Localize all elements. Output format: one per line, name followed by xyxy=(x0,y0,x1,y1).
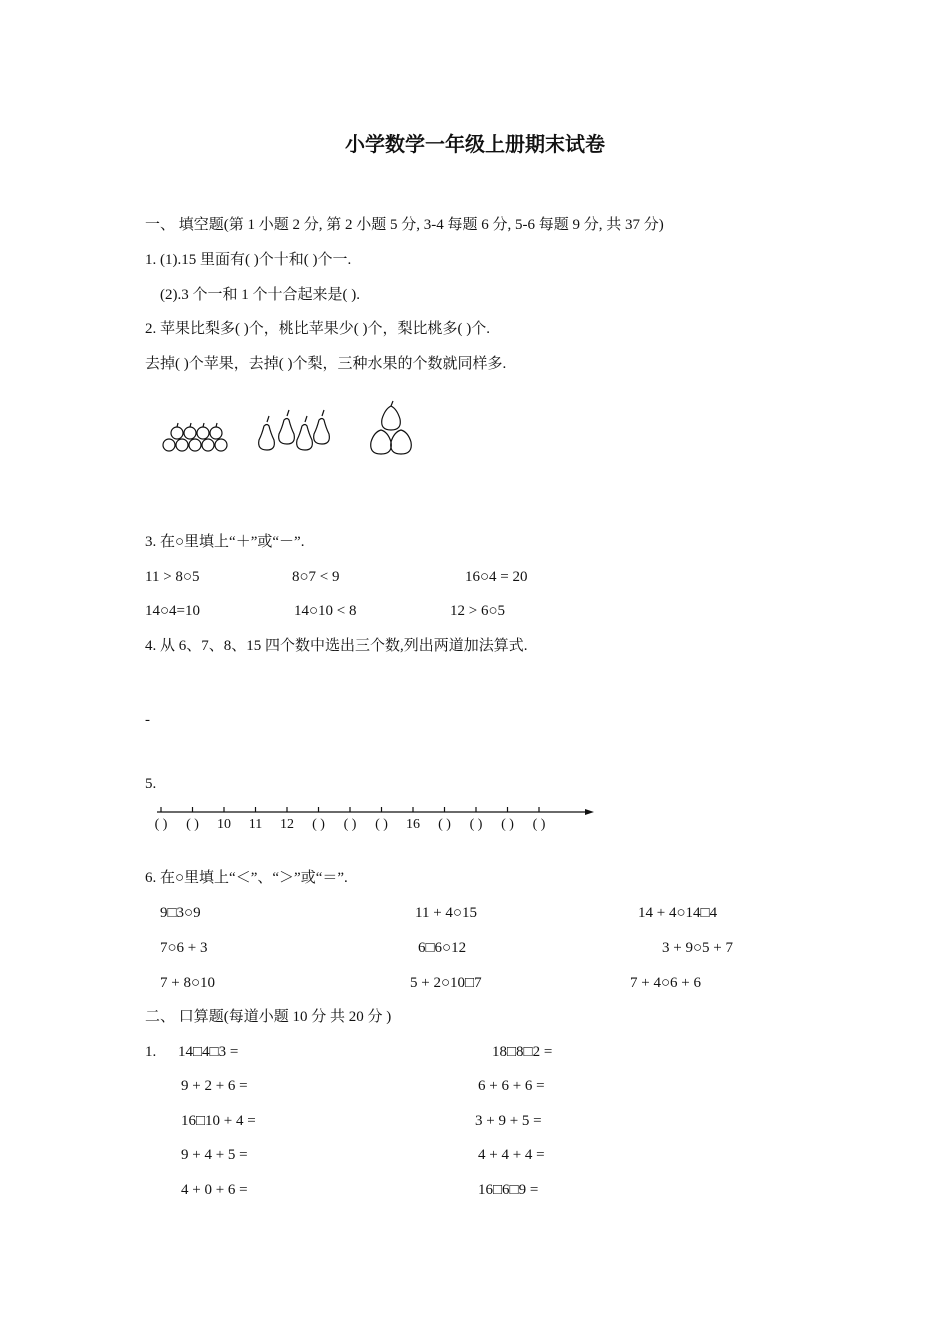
q4-answer-mark: - xyxy=(145,712,150,728)
section2-heading: 二、 口算题(每道小题 10 分 共 20 分 ) xyxy=(145,1009,392,1025)
number-line-label: ( ) xyxy=(532,817,546,832)
number-line-label: ( ) xyxy=(375,817,388,832)
calc-left-2: 9 + 2 + 6 = xyxy=(181,1078,248,1094)
q6-r1-c3: 14 + 4○14□4 xyxy=(638,905,718,921)
q6-r3-c3: 7 + 4○6 + 6 xyxy=(630,975,701,991)
number-line-label: 11 xyxy=(248,817,263,832)
question-1a: 1. (1).15 里面有( )个十和( )个一. xyxy=(145,252,352,268)
apples-group xyxy=(163,423,227,451)
question-6: 6. 在○里填上“＜”、“＞”或“＝”. xyxy=(145,870,348,886)
calc-left-4: 9 + 4 + 5 = xyxy=(181,1147,248,1163)
number-line-label: ( ) xyxy=(312,817,325,832)
calc-right-3: 3 + 9 + 5 = xyxy=(475,1113,542,1129)
number-line-label: 12 xyxy=(280,817,294,832)
calc-right-4: 4 + 4 + 4 = xyxy=(478,1147,545,1163)
number-line-label: ( ) xyxy=(343,817,357,832)
section2-number: 1. xyxy=(145,1044,157,1060)
calc-left-5: 4 + 0 + 6 = xyxy=(181,1182,248,1198)
number-line-label: ( ) xyxy=(186,817,199,832)
q6-r3-c2: 5 + 2○10□7 xyxy=(410,975,482,991)
q3-r2-c1: 14○4=10 xyxy=(145,603,201,619)
q3-r1-c2: 8○7 < 9 xyxy=(292,569,340,585)
q6-r1-c1: 9□3○9 xyxy=(160,905,201,921)
question-2b: 去掉( )个苹果，去掉( )个梨，三种水果的个数就同样多. xyxy=(145,356,507,372)
arrow-icon xyxy=(585,809,594,815)
q3-r2-c2: 14○10 < 8 xyxy=(294,603,357,619)
number-line-label: ( ) xyxy=(469,817,483,832)
q3-r1-c1: 11 > 8○5 xyxy=(145,569,200,585)
number-line-label: 10 xyxy=(217,817,231,832)
question-2a: 2. 苹果比梨多( )个，桃比苹果少( )个，梨比桃多( )个. xyxy=(145,321,490,337)
pears-group xyxy=(259,410,330,450)
q6-r2-c2: 6□6○12 xyxy=(418,940,467,956)
calc-left-3: 16□10 + 4 = xyxy=(181,1113,256,1129)
question-5: 5. xyxy=(145,776,157,792)
q6-r2-c1: 7○6 + 3 xyxy=(160,940,208,956)
number-line-label: ( ) xyxy=(154,817,168,832)
q6-r2-c3: 3 + 9○5 + 7 xyxy=(662,940,733,956)
calc-right-5: 16□6□9 = xyxy=(478,1182,539,1198)
q6-r1-c2: 11 + 4○15 xyxy=(415,905,477,921)
calc-right-1: 18□8□2 = xyxy=(492,1044,553,1060)
calc-left-1: 14□4□3 = xyxy=(178,1044,239,1060)
calc-right-2: 6 + 6 + 6 = xyxy=(478,1078,545,1094)
q3-r2-c3: 12 > 6○5 xyxy=(450,603,506,619)
number-line xyxy=(145,800,605,840)
section1-heading: 一、 填空题(第 1 小题 2 分, 第 2 小题 5 分, 3-4 每题 6 分, 5-6 每题 9 分, 共 37 分) xyxy=(145,217,664,233)
question-3: 3. 在○里填上“＋”或“－”. xyxy=(145,534,305,550)
number-line-label: 16 xyxy=(406,817,420,832)
q6-r3-c1: 7 + 8○10 xyxy=(160,975,216,991)
page-title: 小学数学一年级上册期末试卷 xyxy=(345,132,605,156)
peaches-group xyxy=(371,401,412,454)
number-line-label: ( ) xyxy=(438,817,451,832)
q3-r1-c3: 16○4 = 20 xyxy=(465,569,528,585)
question-4: 4. 从 6、7、8、15 四个数中选出三个数,列出两道加法算式. xyxy=(145,638,528,654)
number-line-label: ( ) xyxy=(501,817,514,832)
fruit-illustration xyxy=(155,400,425,460)
question-1b: (2).3 个一和 1 个十合起来是( ). xyxy=(160,287,360,303)
